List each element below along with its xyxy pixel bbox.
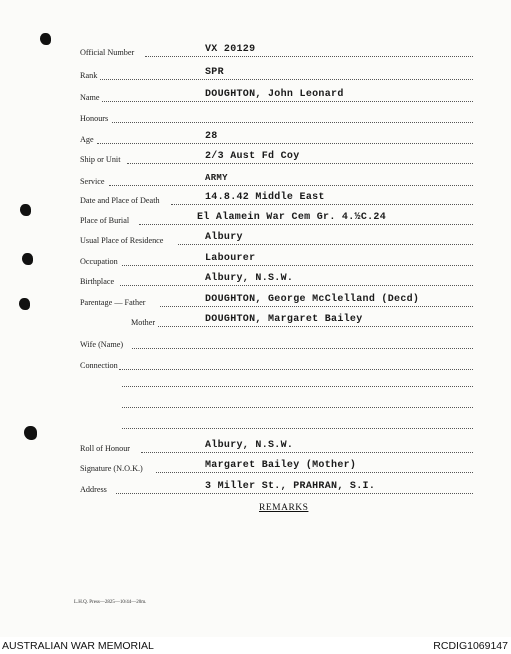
- dotted-line: [160, 306, 473, 307]
- service-value: ARMY: [205, 173, 228, 183]
- dotted-line: [116, 493, 473, 494]
- archive-footer: [0, 637, 511, 654]
- ship-or-unit-value: 2/3 Aust Fd Coy: [205, 151, 300, 162]
- dotted-line: [119, 369, 473, 370]
- ship-or-unit-label: Ship or Unit: [80, 155, 121, 164]
- birthplace-label: Birthplace: [80, 277, 115, 286]
- usual-residence-value: Albury: [205, 232, 243, 243]
- place-of-burial-value: El Alamein War Cem Gr. 4.½C.24: [197, 212, 387, 223]
- dotted-line: [132, 348, 473, 349]
- occupation-value: Labourer: [205, 253, 256, 264]
- honours-label: Honours: [80, 114, 109, 123]
- age-value: 28: [205, 131, 218, 142]
- place-of-burial-label: Place of Burial: [80, 216, 130, 225]
- address-label: Address: [80, 485, 107, 494]
- name-label: Name: [80, 93, 100, 102]
- dotted-line: [100, 79, 473, 80]
- birthplace-value: Albury, N.S.W.: [205, 273, 294, 284]
- date-place-death-label: Date and Place of Death: [80, 196, 160, 205]
- rank-label: Rank: [80, 71, 98, 80]
- name-value: DOUGHTON, John Leonard: [205, 89, 344, 100]
- dotted-line: [120, 285, 473, 286]
- official-number-value: VX 20129: [205, 44, 256, 55]
- dotted-line: [97, 143, 473, 144]
- connection-label: Connection: [80, 361, 118, 370]
- punch-hole: [20, 204, 31, 216]
- dotted-line: [122, 386, 473, 387]
- dotted-line: [145, 56, 473, 57]
- signature-label: Signature (N.O.K.): [80, 464, 143, 473]
- footer-institution: AUSTRALIAN WAR MEMORIAL: [2, 640, 154, 652]
- service-label: Service: [80, 177, 105, 186]
- dotted-line: [109, 185, 473, 186]
- father-value: DOUGHTON, George McClelland (Decd): [205, 294, 420, 305]
- punch-hole: [22, 253, 33, 265]
- signature-value: Margaret Bailey (Mother): [205, 460, 357, 471]
- dotted-line: [122, 265, 473, 266]
- dotted-line: [127, 163, 473, 164]
- dotted-line: [156, 472, 473, 473]
- dotted-line: [178, 244, 473, 245]
- address-value: 3 Miller St., PRAHRAN, S.I.: [205, 481, 376, 492]
- dotted-line: [102, 101, 473, 102]
- usual-residence-label: Usual Place of Residence: [80, 236, 164, 245]
- footer-record-id: RCDIG1069147: [433, 640, 508, 652]
- dotted-line: [158, 326, 473, 327]
- dotted-line: [112, 122, 473, 123]
- mother-label: Mother: [131, 318, 156, 327]
- age-label: Age: [80, 135, 94, 144]
- remarks-heading: REMARKS: [259, 503, 309, 513]
- punch-hole: [24, 426, 37, 440]
- father-label: Parentage — Father: [80, 298, 146, 307]
- punch-hole: [19, 298, 30, 310]
- roll-of-honour-value: Albury, N.S.W.: [205, 440, 294, 451]
- date-place-death-value: 14.8.42 Middle East: [205, 192, 325, 203]
- punch-hole: [40, 33, 51, 45]
- dotted-line: [122, 428, 473, 429]
- dotted-line: [139, 224, 473, 225]
- wife-label: Wife (Name): [80, 340, 124, 349]
- official-number-label: Official Number: [80, 48, 135, 57]
- dotted-line: [122, 407, 473, 408]
- mother-value: DOUGHTON, Margaret Bailey: [205, 314, 363, 325]
- printer-imprint: L.H.Q. Press—2825—10/44—20m.: [74, 600, 147, 605]
- dotted-line: [141, 452, 473, 453]
- occupation-label: Occupation: [80, 257, 118, 266]
- dotted-line: [171, 204, 473, 205]
- rank-value: SPR: [205, 67, 224, 78]
- roll-of-honour-label: Roll of Honour: [80, 444, 131, 453]
